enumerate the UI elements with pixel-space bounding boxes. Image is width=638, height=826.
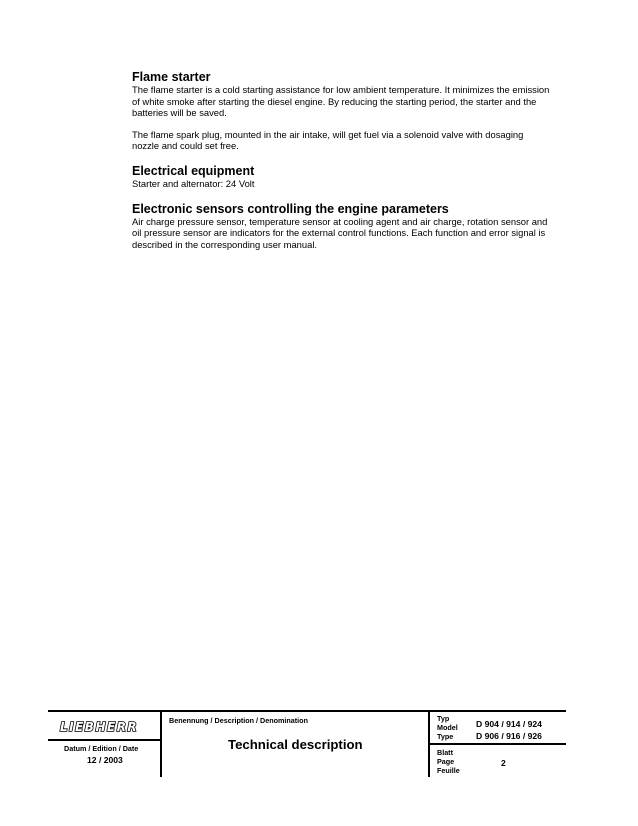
model-value-line-2: D 906 / 916 / 926 xyxy=(476,731,542,741)
paragraph-flame-starter-2: The flame spark plug, mounted in the air intake, will get fuel via a solenoid valve with dosaging nozzle and could set free. xyxy=(132,128,524,152)
paragraph-electrical-equipment: Starter and alternator: 24 Volt xyxy=(132,177,255,189)
page-number: 2 xyxy=(501,758,506,768)
denomination-label: Benennung / Description / Denomination xyxy=(169,716,308,725)
title-block-top-rule xyxy=(48,710,566,712)
model-label-type: Type xyxy=(437,732,454,741)
edition-value: 12 / 2003 xyxy=(87,755,123,765)
model-label-model: Model xyxy=(437,723,458,732)
title-block-divider-2 xyxy=(428,712,430,777)
liebherr-logo: LIEBHERR xyxy=(60,720,139,734)
page-label-feuille: Feuille xyxy=(437,766,460,775)
title-block-divider-1 xyxy=(160,712,162,777)
title-block-rule-left xyxy=(48,739,160,741)
paragraph-electronic-sensors: Air charge pressure sensor, temperature sensor at cooling agent and air charge, rotation sensor and oil pressure sensor are indicators for the external control functions. Each function and error signal is described in the corresponding user manual. xyxy=(132,215,548,250)
page-label-page: Page xyxy=(437,757,455,766)
section-heading-flame-starter: Flame starter xyxy=(132,70,211,84)
model-value-line-1: D 904 / 914 / 924 xyxy=(476,719,542,729)
paragraph-flame-starter-1: The flame starter is a cold starting assistance for low ambient temperature. It minimizes the emission of white smoke after starting the diesel engine. By reducing the starting period, the starter and the batteries will be saved. xyxy=(132,84,550,119)
model-label-typ: Typ xyxy=(437,714,450,723)
section-heading-electrical-equipment: Electrical equipment xyxy=(132,163,255,178)
edition-label: Datum / Edition / Date xyxy=(64,744,139,753)
document-body xyxy=(132,70,552,250)
title-block-rule-right xyxy=(428,743,566,745)
page-label-blatt: Blatt xyxy=(437,748,453,757)
document-title: Technical description xyxy=(228,737,363,752)
title-block xyxy=(48,710,566,777)
section-heading-electronic-sensors: Electronic sensors controlling the engine parameters xyxy=(132,201,449,216)
